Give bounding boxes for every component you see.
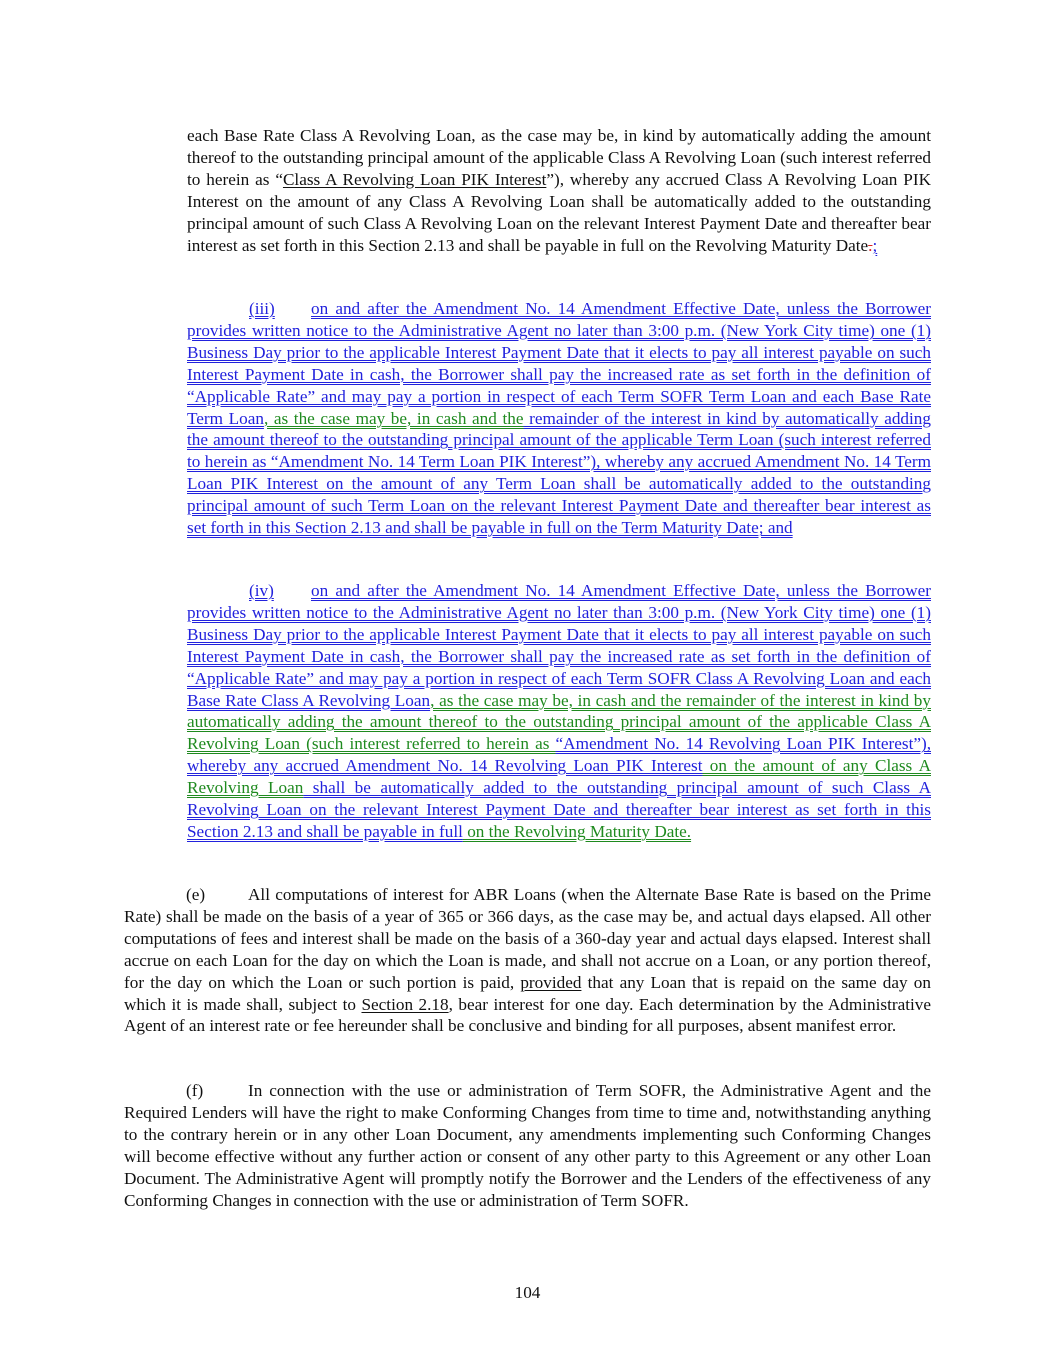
para1-text-2: ”), whereby any accrued Class A Revolving Loan PIK Interest on the amount of any Class A Revolving Loan shall be automatically added to the outstanding principal amount of such Class A Revolving Loan on the relevant Interest Payment Date and thereafter bear interest as set forth in this Section 2.13 and shall be payable in full on the Revolving Maturity Date: [187, 169, 931, 255]
para-e-text-1: All computations of interest for ABR Loans (when the Alternate Base Rate is based on the Prime Rate) shall be made on the basis of a year of 365 or 366 days, as the case may be, and actual days elapsed. All other computations of fees and interest shall be made on the basis of a 360-day year and actual days elapsed. Interest shall accrue on each Loan for the day on which the Loan is made, and shall not accrue on a Loan, or any portion thereof, for the day on which the Loan or such portion is paid,: [124, 885, 931, 992]
para-iv-moved-text-2: on the amount of any Class A Revolving Loan: [187, 756, 931, 798]
deleted-period: .: [868, 235, 873, 255]
clause-label-e: (e): [186, 885, 206, 904]
para-iv-inserted-text-3: shall be automatically added to the outstanding principal amount of such Class A Revolving Loan on the relevant Interest Payment Date and thereafter bear interest as set forth in this Section 2.13 and shall be payable in full: [187, 778, 931, 841]
para-iii-inserted-text-2: remainder of the interest in kind by automatically adding the amount thereof to the outstanding principal amount of the applicable Term Loan (such interest referred to herein as “Amendment No. 14 Term Loan PIK Interest”), whereby any accrued Amendment No. 14 Term Loan PIK Interest on the amount of any Term Loan shall be automatically added to the outstanding principal amount of such Term Loan on the relevant Interest Payment Date and thereafter bear interest as set forth in this Section 2.13 and shall be payable in full on the Term Maturity Date; and: [187, 408, 931, 538]
clause-label-f: (f): [186, 1081, 204, 1100]
paragraph-iv: [187, 580, 931, 843]
para-iv-inserted-text-2: “Amendment No. 14 Revolving Loan PIK Interest”), whereby any accrued Amendment No. 14 Revolving Loan PIK Interest: [187, 734, 931, 776]
para-f-text: In connection with the use or administration of Term SOFR, the Administrative Agent and the Required Lenders will have the right to make Conforming Changes from time to time and, notwithstanding anything to the contrary herein or in any other Loan Document, any amendments implementing such Conforming Changes will become effective without any further action or consent of any other party to this Agreement or any other Loan Document. The Administrative Agent will promptly notify the Borrower and the Lenders of the effectiveness of any Conforming Changes in connection with the use or administration of Term SOFR.: [124, 1081, 931, 1210]
clause-label-iii: (iii): [249, 299, 275, 318]
para-iii-moved-text: , as the case may be, in cash and the: [263, 408, 524, 428]
para-e-text-2: that any Loan that is repaid on the same day on which it is made shall, subject to: [124, 972, 931, 1014]
defined-term-class-a-revolving-loan-pik-interest: Class A Revolving Loan PIK Interest: [282, 169, 547, 189]
para-iv-moved-text-1: , as the case may be, in cash and the remainder of the interest in kind by automatically adding the amount thereof to the outstanding principal amount of the applicable Class A Revolving Loan (such interest referred to herein as: [187, 690, 931, 754]
para-iv-inserted-text-1: on and after the Amendment No. 14 Amendment Effective Date, unless the Borrower provides written notice to the Administrative Agent no later than 3:00 p.m. (New York City time) one (1) Business Day prior to the applicable Interest Payment Date that it elects to pay all interest payable on such Interest Payment Date in cash, the Borrower shall pay the increased rate as set forth in the definition of “Applicable Rate” and may pay a portion in respect of each Term SOFR Class A Revolving Loan and each Base Rate Class A Revolving Loan: [187, 581, 931, 710]
para1-text-1: each Base Rate Class A Revolving Loan, as the case may be, in kind by automatically adding the amount thereof to the outstanding principal amount of the applicable Class A Revolving Loan (such interest referred to herein as “: [187, 126, 931, 189]
para-e-text-3: , bear interest for one day. Each determination by the Administrative Agent of an interest rate or fee hereunder shall be conclusive and binding for all purposes, absent manifest error.: [124, 994, 931, 1036]
paragraph-e: [124, 884, 931, 1037]
para-iii-inserted-text-1: on and after the Amendment No. 14 Amendment Effective Date, unless the Borrower provides written notice to the Administrative Agent no later than 3:00 p.m. (New York City time) one (1) Business Day prior to the applicable Interest Payment Date that it elects to pay all interest payable on such Interest Payment Date in cash, the Borrower shall pay the increased rate as set forth in the definition of “Applicable Rate” and may pay a portion in respect of each Term SOFR Term Loan and each Base Rate Term Loan: [187, 299, 931, 428]
paragraph-continuation: [187, 125, 931, 256]
para-iv-moved-text-3: on the Revolving Maturity Date.: [462, 821, 692, 841]
inserted-semicolon: ;: [872, 235, 878, 255]
provided-term: provided: [520, 972, 582, 992]
paragraph-iii: [187, 298, 931, 539]
paragraph-f: [124, 1080, 931, 1211]
page-number: 104: [514, 1283, 541, 1302]
clause-label-iv: (iv): [249, 581, 274, 600]
section-reference: Section 2.18: [361, 994, 449, 1014]
